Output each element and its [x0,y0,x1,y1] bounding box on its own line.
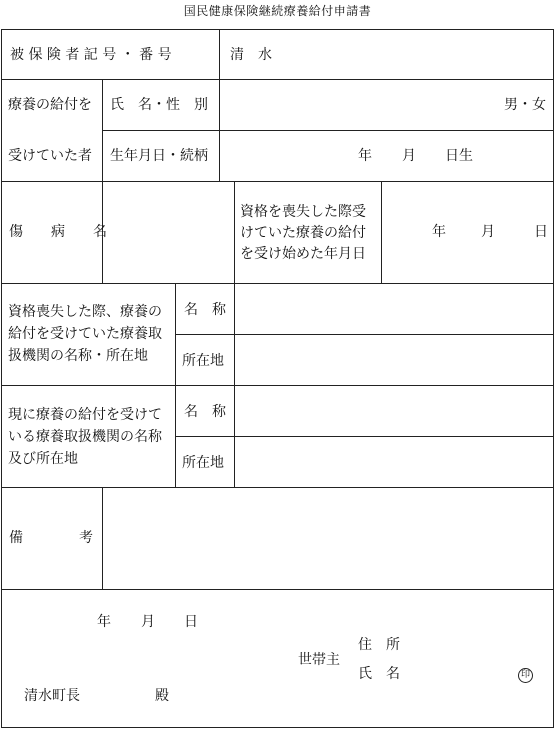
start-date-label-line1: 資格を喪失した際受 [240,204,366,220]
column-divider [102,79,103,181]
disease-label: 傷 病 名 [9,224,107,240]
start-day-label: 日 [534,224,548,240]
previous-facility-name-label: 名 称 [184,302,226,318]
current-facility-name-field[interactable] [235,386,553,436]
current-facility-label-line1: 現に療養の給付を受けて [8,407,162,423]
date-year-label: 年 [97,614,111,630]
date-month-label: 月 [141,614,155,630]
current-facility-label-line3: 及び所在地 [8,451,78,467]
name-gender-label: 氏 名・性 別 [110,97,208,113]
previous-facility-label-line1: 資格喪失した際、療養の [8,304,162,320]
disease-name-field[interactable] [103,182,234,283]
insured-number-value: 清 水 [230,47,272,63]
remarks-label: 備 考 [9,530,93,546]
current-facility-address-label: 所在地 [182,455,224,471]
previous-facility-address-field[interactable] [235,335,553,385]
current-facility-name-label: 名 称 [184,404,226,420]
recipient-label-line1: 療養の給付を [8,97,92,113]
applicant-name-label: 氏 名 [358,666,400,682]
birth-date-field[interactable] [220,131,553,181]
addressee-label: 清水町長 [24,688,80,704]
start-date-field[interactable] [382,182,553,283]
applicant-address-label: 住 所 [358,637,400,653]
column-divider [234,181,235,283]
previous-facility-name-field[interactable] [235,284,553,334]
start-month-label: 月 [481,224,495,240]
birth-relation-label: 生年月日・続柄 [110,148,208,164]
birth-day-label: 日生 [445,148,473,164]
recipient-name-field[interactable] [220,80,500,130]
form-title: 国民健康保険継続療養給付申請書 [183,4,372,18]
column-divider [175,283,176,487]
insured-number-label: 被 保 険 者 記 号 ・ 番 号 [10,47,172,63]
date-day-label: 日 [184,614,198,630]
birth-year-label: 年 [358,148,372,164]
applicant-address-field[interactable] [410,632,540,656]
start-date-label-line2: けていた療養の給付 [240,225,366,241]
birth-month-label: 月 [402,148,416,164]
previous-facility-address-label: 所在地 [182,353,224,369]
honorific-label: 殿 [155,688,169,704]
gender-options[interactable]: 男・女 [504,97,546,113]
current-facility-address-field[interactable] [235,437,553,487]
previous-facility-label-line2: 給付を受けていた療養取 [8,326,162,342]
applicant-name-field[interactable] [410,661,510,685]
seal-mark-icon: 印 [518,668,533,683]
start-year-label: 年 [432,224,446,240]
start-date-label-line3: を受け始めた年月日 [240,246,366,262]
previous-facility-label-line3: 扱機関の名称・所在地 [8,348,148,364]
recipient-label-line2: 受けていた者 [8,148,92,164]
row-divider [1,589,554,590]
remarks-field[interactable] [103,488,553,589]
current-facility-label-line2: いる療養取扱機関の名称 [8,429,162,445]
household-head-label: 世帯主 [298,652,340,668]
